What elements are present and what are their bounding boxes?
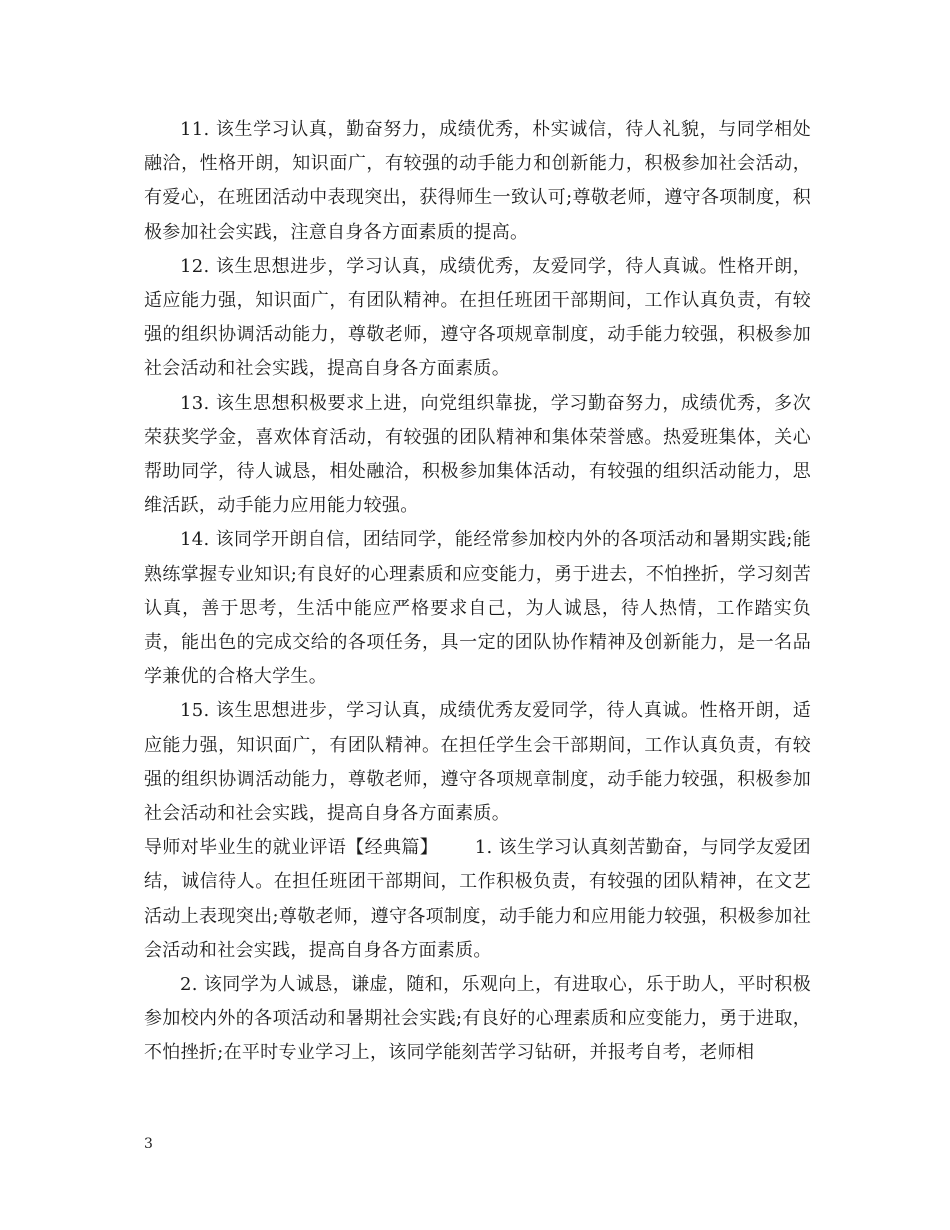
section-item-2: 2. 该同学为人诚恳，谦虚，随和，乐观向上，有进取心，乐于助人，平时积极参加校内外的各项活动和暑期社会实践;有良好的心理素质和应变能力，勇于进取，不怕挫折;在平时专业学习上，该同学能刻苦学习钻研，并报考自考，老师相 bbox=[144, 974, 811, 1064]
paragraph-14: 14. 该同学开朗自信，团结同学，能经常参加校内外的各项活动和暑期实践;能熟练掌握专业知识;有良好的心理素质和应变能力，勇于进去，不怕挫折，学习刻苦认真，善于思考，生活中能应严格要求自己，为人诚恳，待人热情，工作踏实负责，能出色的完成交给的各项任务，具一定的团队协作精神及创新能力，是一名品学兼优的合格大学生。 bbox=[144, 529, 811, 688]
section-heading: 导师对毕业生的就业评语【经典篇】 bbox=[144, 837, 439, 859]
section-paragraph bbox=[144, 831, 811, 968]
paragraph-15: 15. 该生思想进步，学习认真，成绩优秀友爱同学，待人真诚。性格开朗，适应能力强，知识面广，有团队精神。在担任学生会干部期间，工作认真负责，有较强的组织协调活动能力，尊敬老师，遵守各项规章制度，动手能力较强，积极参加社会活动和社会实践，提高自身各方面素质。 bbox=[144, 700, 811, 825]
paragraph-13: 13. 该生思想积极要求上进，向党组织靠拢，学习勤奋努力，成绩优秀，多次荣获奖学金，喜欢体育活动，有较强的团队精神和集体荣誉感。热爱班集体，关心帮助同学，待人诚恳，相处融洽，积极参加集体活动，有较强的组织活动能力，思维活跃，动手能力应用能力较强。 bbox=[144, 392, 811, 517]
document-body bbox=[144, 113, 811, 1071]
paragraph-12: 12. 该生思想进步，学习认真，成绩优秀，友爱同学，待人真诚。性格开朗，适应能力强，知识面广，有团队精神。在担任班团干部期间，工作认真负责，有较强的组织协调活动能力，尊敬老师，遵守各项规章制度，动手能力较强，积极参加社会活动和社会实践，提高自身各方面素质。 bbox=[144, 255, 811, 380]
page-number: 3 bbox=[144, 1136, 153, 1152]
section-item-1: 1. 该生学习认真刻苦勤奋，与同学友爱团结，诚信待人。在担任班团干部期间，工作积极负责，有较强的团队精神，在文艺活动上表现突出;尊敬老师，遵守各项制度，动手能力和应用能力较强，积极参加社会活动和社会实践，提高自身各方面素质。 bbox=[144, 837, 811, 961]
paragraph-11: 11. 该生学习认真，勤奋努力，成绩优秀，朴实诚信，待人礼貌，与同学相处融洽，性格开朗，知识面广，有较强的动手能力和创新能力，积极参加社会活动，有爱心，在班团活动中表现突出，获得师生一致认可;尊敬老师，遵守各项制度，积极参加社会实践，注意自身各方面素质的提高。 bbox=[144, 119, 811, 243]
